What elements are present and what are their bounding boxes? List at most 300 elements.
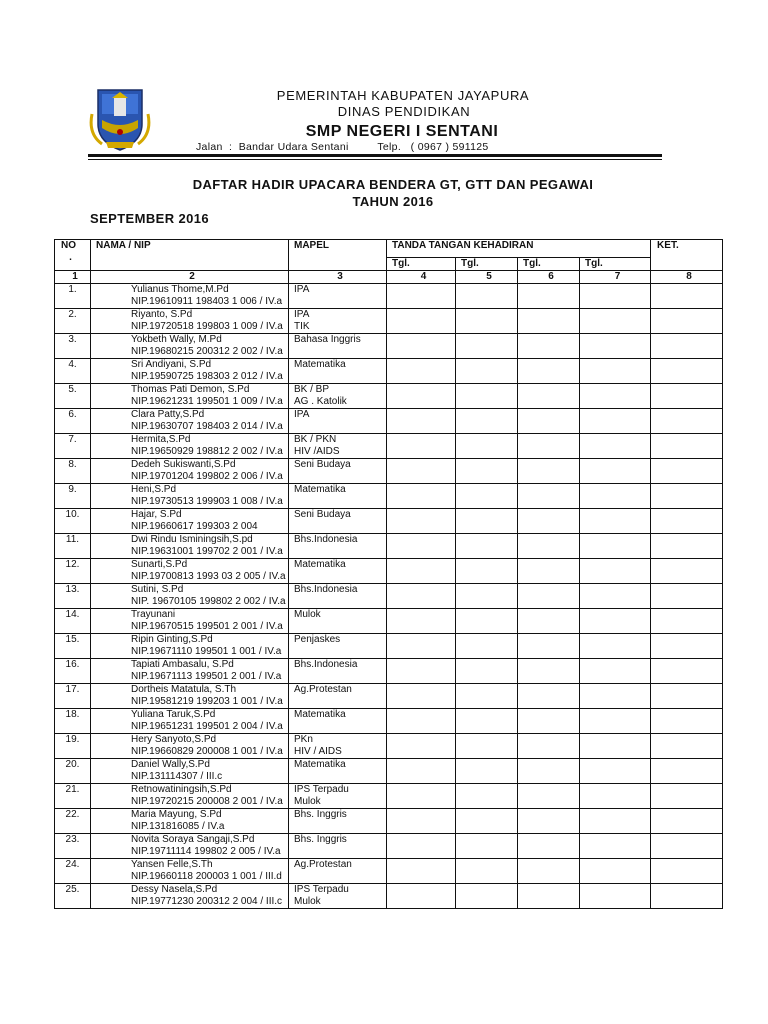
signature-cell[interactable] (518, 559, 580, 584)
signature-cell[interactable] (456, 684, 518, 709)
signature-cell[interactable] (387, 734, 456, 759)
name-nip-cell (91, 659, 289, 684)
row-number: 3. (55, 334, 91, 359)
column-number: 6 (518, 271, 580, 284)
ket-cell[interactable] (651, 534, 723, 559)
subject-primary: Bahasa Inggris (294, 334, 361, 345)
signature-cell[interactable] (456, 884, 518, 909)
signature-cell[interactable] (387, 609, 456, 634)
subject-primary: BK / PKN (294, 434, 337, 445)
signature-cell[interactable] (518, 784, 580, 809)
signature-cell[interactable] (387, 834, 456, 859)
employee-name: Sri Andiyani, S.Pd (131, 359, 212, 370)
row-number: 1. (55, 284, 91, 309)
mapel-cell (289, 659, 387, 684)
row-number: 13. (55, 584, 91, 609)
mapel-cell (289, 634, 387, 659)
ket-cell[interactable] (651, 809, 723, 834)
document-month: SEPTEMBER 2016 (90, 211, 210, 226)
ket-cell[interactable] (651, 584, 723, 609)
signature-cell[interactable] (580, 534, 651, 559)
signature-cell[interactable] (456, 384, 518, 409)
signature-cell[interactable] (518, 659, 580, 684)
name-nip-cell (91, 759, 289, 784)
signature-cell[interactable] (580, 284, 651, 309)
employee-nip: NIP.19701204 199802 2 006 / IV.a (131, 471, 283, 482)
signature-cell[interactable] (580, 759, 651, 784)
name-nip-cell (91, 884, 289, 909)
row-number: 15. (55, 634, 91, 659)
header-department: DINAS PENDIDIKAN (337, 104, 471, 119)
signature-cell[interactable] (387, 809, 456, 834)
mapel-cell (289, 459, 387, 484)
signature-cell[interactable] (456, 459, 518, 484)
mapel-cell (289, 359, 387, 384)
row-number: 17. (55, 684, 91, 709)
signature-cell[interactable] (387, 409, 456, 434)
table-row (55, 609, 723, 634)
subject-secondary (294, 546, 386, 558)
subject-secondary: Mulok (294, 896, 321, 907)
header-rule-thick (88, 154, 662, 157)
employee-nip: NIP. 19670105 199802 2 002 / IV.a (131, 596, 286, 607)
employee-name: Hery Sanyoto,S.Pd (131, 734, 217, 745)
signature-cell[interactable] (456, 559, 518, 584)
row-number: 12. (55, 559, 91, 584)
header-attendance-signature: TANDA TANGAN KEHADIRAN (387, 240, 651, 258)
signature-cell[interactable] (456, 334, 518, 359)
mapel-cell (289, 834, 387, 859)
signature-cell[interactable] (456, 359, 518, 384)
signature-cell[interactable] (580, 509, 651, 534)
column-number: 3 (289, 271, 387, 284)
subject-secondary (294, 521, 386, 533)
employee-name: Clara Patty,S.Pd (131, 409, 205, 420)
mapel-cell (289, 309, 387, 334)
ket-cell[interactable] (651, 684, 723, 709)
signature-cell[interactable] (518, 734, 580, 759)
name-nip-cell (91, 459, 289, 484)
signature-cell[interactable] (580, 809, 651, 834)
ket-cell[interactable] (651, 609, 723, 634)
header-mapel: MAPEL (289, 240, 387, 271)
name-nip-cell (91, 359, 289, 384)
signature-cell[interactable] (387, 709, 456, 734)
signature-cell[interactable] (518, 859, 580, 884)
signature-cell[interactable] (518, 384, 580, 409)
subject-secondary (294, 696, 386, 708)
row-number: 21. (55, 784, 91, 809)
signature-cell[interactable] (456, 759, 518, 784)
row-number: 19. (55, 734, 91, 759)
subject-secondary (294, 771, 386, 783)
table-row (55, 584, 723, 609)
row-number: 11. (55, 534, 91, 559)
ket-cell[interactable] (651, 284, 723, 309)
signature-cell[interactable] (387, 359, 456, 384)
subject-secondary: AG . Katolik (294, 396, 347, 407)
employee-nip: NIP.19671110 199501 1 001 / IV.a (131, 646, 282, 657)
employee-name: Thomas Pati Demon, S.Pd (131, 384, 250, 395)
table-row (55, 559, 723, 584)
subject-primary: Ag.Protestan (294, 859, 352, 870)
row-number: 14. (55, 609, 91, 634)
subject-secondary (294, 371, 386, 383)
subject-secondary (294, 846, 386, 858)
table-row (55, 334, 723, 359)
signature-cell[interactable] (456, 834, 518, 859)
attendance-table (54, 239, 723, 909)
header-tgl: Tgl. (518, 258, 580, 271)
signature-cell[interactable] (456, 634, 518, 659)
signature-cell[interactable] (387, 534, 456, 559)
signature-cell[interactable] (387, 284, 456, 309)
subject-secondary: HIV / AIDS (294, 746, 342, 757)
signature-cell[interactable] (456, 609, 518, 634)
subject-secondary (294, 296, 386, 308)
signature-cell[interactable] (580, 559, 651, 584)
table-row (55, 809, 723, 834)
signature-cell[interactable] (580, 409, 651, 434)
name-nip-cell (91, 509, 289, 534)
mapel-cell (289, 609, 387, 634)
mapel-cell (289, 584, 387, 609)
signature-cell[interactable] (580, 834, 651, 859)
table-row (55, 359, 723, 384)
name-nip-cell (91, 584, 289, 609)
signature-cell[interactable] (456, 809, 518, 834)
ket-cell[interactable] (651, 634, 723, 659)
column-number: 1 (55, 271, 91, 284)
signature-cell[interactable] (580, 784, 651, 809)
header-tgl: Tgl. (387, 258, 456, 271)
employee-nip: NIP.19610911 198403 1 006 / IV.a (131, 296, 283, 307)
row-number: 4. (55, 359, 91, 384)
signature-cell[interactable] (518, 509, 580, 534)
signature-cell[interactable] (518, 334, 580, 359)
signature-cell[interactable] (387, 484, 456, 509)
signature-cell[interactable] (387, 509, 456, 534)
header-no: NO . (55, 240, 91, 271)
name-nip-cell (91, 334, 289, 359)
signature-cell[interactable] (518, 759, 580, 784)
ket-cell[interactable] (651, 334, 723, 359)
table-row (55, 509, 723, 534)
name-nip-cell (91, 609, 289, 634)
subject-primary: Penjaskes (294, 634, 341, 645)
subject-primary: IPA (294, 284, 310, 295)
subject-secondary: Mulok (294, 796, 321, 807)
table-row (55, 409, 723, 434)
header-tgl: Tgl. (580, 258, 651, 271)
employee-name: Yansen Felle,S.Th (131, 859, 213, 870)
employee-name: Ripin Ginting,S.Pd (131, 634, 213, 645)
table-row (55, 884, 723, 909)
ket-cell[interactable] (651, 409, 723, 434)
employee-nip: NIP.19671113 199501 2 001 / IV.a (131, 671, 282, 682)
table-row (55, 284, 723, 309)
signature-cell[interactable] (456, 409, 518, 434)
mapel-cell (289, 509, 387, 534)
mapel-cell (289, 759, 387, 784)
table-row (55, 684, 723, 709)
subject-primary: Matematika (294, 559, 346, 570)
signature-cell[interactable] (387, 384, 456, 409)
signature-cell[interactable] (518, 834, 580, 859)
row-number: 20. (55, 759, 91, 784)
employee-nip: NIP.19621231 199501 1 009 / IV.a (131, 396, 283, 407)
subject-secondary (294, 571, 386, 583)
signature-cell[interactable] (456, 284, 518, 309)
subject-secondary (294, 671, 386, 683)
ket-cell[interactable] (651, 709, 723, 734)
signature-cell[interactable] (456, 784, 518, 809)
row-number: 8. (55, 459, 91, 484)
ket-cell[interactable] (651, 434, 723, 459)
signature-cell[interactable] (518, 359, 580, 384)
document-year: TAHUN 2016 (352, 194, 434, 209)
signature-cell[interactable] (456, 434, 518, 459)
ket-cell[interactable] (651, 784, 723, 809)
signature-cell[interactable] (518, 584, 580, 609)
ket-cell[interactable] (651, 484, 723, 509)
table-row (55, 384, 723, 409)
signature-cell[interactable] (456, 484, 518, 509)
signature-cell[interactable] (518, 809, 580, 834)
signature-cell[interactable] (387, 434, 456, 459)
table-row (55, 634, 723, 659)
ket-cell[interactable] (651, 734, 723, 759)
signature-cell[interactable] (456, 509, 518, 534)
ket-cell[interactable] (651, 659, 723, 684)
employee-nip: NIP.131114307 / III.c (131, 771, 223, 782)
ket-cell[interactable] (651, 509, 723, 534)
subject-primary: Bhs. Inggris (294, 834, 347, 845)
signature-cell[interactable] (518, 634, 580, 659)
signature-cell[interactable] (518, 609, 580, 634)
mapel-cell (289, 709, 387, 734)
subject-primary: Bhs.Indonesia (294, 584, 358, 595)
signature-cell[interactable] (456, 659, 518, 684)
mapel-cell (289, 784, 387, 809)
signature-cell[interactable] (518, 684, 580, 709)
signature-cell[interactable] (580, 609, 651, 634)
signature-cell[interactable] (387, 634, 456, 659)
header-address: Jalan : Bandar Udara Sentani Telp. ( 0967 ) 591125 (196, 141, 489, 153)
signature-cell[interactable] (580, 459, 651, 484)
subject-primary: Bhs. Inggris (294, 809, 347, 820)
signature-cell[interactable] (518, 459, 580, 484)
employee-name: Sunarti,S.Pd (131, 559, 188, 570)
subject-primary: Bhs.Indonesia (294, 534, 358, 545)
mapel-cell (289, 559, 387, 584)
name-nip-cell (91, 409, 289, 434)
signature-cell[interactable] (387, 459, 456, 484)
employee-nip: NIP.19660118 200003 1 001 / III.d (131, 871, 282, 882)
mapel-cell (289, 334, 387, 359)
ket-cell[interactable] (651, 884, 723, 909)
signature-cell[interactable] (387, 309, 456, 334)
subject-primary: Bhs.Indonesia (294, 659, 358, 670)
subject-primary: BK / BP (294, 384, 330, 395)
employee-nip: NIP.19771230 200312 2 004 / III.c (131, 896, 283, 907)
employee-name: Dessy Nasela,S.Pd (131, 884, 218, 895)
signature-cell[interactable] (518, 409, 580, 434)
signature-cell[interactable] (580, 684, 651, 709)
signature-cell[interactable] (580, 634, 651, 659)
document-title: DAFTAR HADIR UPACARA BENDERA GT, GTT DAN PEGAWAI (192, 177, 594, 192)
name-nip-cell (91, 384, 289, 409)
signature-cell[interactable] (580, 359, 651, 384)
subject-primary: Seni Budaya (294, 509, 351, 520)
signature-cell[interactable] (387, 784, 456, 809)
subject-secondary (294, 421, 386, 433)
employee-nip: NIP.19651231 199501 2 004 / IV.a (131, 721, 283, 732)
signature-cell[interactable] (518, 309, 580, 334)
row-number: 16. (55, 659, 91, 684)
employee-name: Tapiati Ambasalu, S.Pd (131, 659, 234, 670)
employee-nip: NIP.19650929 198812 2 002 / IV.a (131, 446, 283, 457)
mapel-cell (289, 384, 387, 409)
table-row (55, 459, 723, 484)
signature-cell[interactable] (580, 659, 651, 684)
signature-cell[interactable] (580, 709, 651, 734)
employee-name: Sutini, S.Pd (131, 584, 184, 595)
header-government: PEMERINTAH KABUPATEN JAYAPURA (276, 88, 530, 103)
name-nip-cell (91, 809, 289, 834)
employee-nip: NIP.19660617 199303 2 004 (131, 521, 258, 532)
table-row (55, 734, 723, 759)
subject-secondary (294, 621, 386, 633)
signature-cell[interactable] (387, 759, 456, 784)
name-nip-cell (91, 434, 289, 459)
row-number: 2. (55, 309, 91, 334)
row-number: 10. (55, 509, 91, 534)
signature-cell[interactable] (387, 559, 456, 584)
name-nip-cell (91, 709, 289, 734)
table-row (55, 709, 723, 734)
subject-primary: IPS Terpadu (294, 784, 349, 795)
ket-cell[interactable] (651, 834, 723, 859)
signature-cell[interactable] (518, 709, 580, 734)
signature-cell[interactable] (580, 884, 651, 909)
signature-cell[interactable] (456, 534, 518, 559)
table-column-number-row (55, 271, 723, 284)
signature-cell[interactable] (456, 734, 518, 759)
subject-primary: IPA (294, 309, 310, 320)
name-nip-cell (91, 534, 289, 559)
signature-cell[interactable] (387, 684, 456, 709)
column-number: 7 (580, 271, 651, 284)
signature-cell[interactable] (580, 434, 651, 459)
ket-cell[interactable] (651, 859, 723, 884)
signature-cell[interactable] (387, 659, 456, 684)
signature-cell[interactable] (580, 334, 651, 359)
employee-name: Dwi Rindu Isminingsih,S.pd (131, 534, 253, 545)
name-nip-cell (91, 484, 289, 509)
subject-primary: Matematika (294, 709, 346, 720)
signature-cell[interactable] (387, 334, 456, 359)
header-rule-thin (88, 159, 662, 160)
employee-name: Hermita,S.Pd (131, 434, 191, 445)
signature-cell[interactable] (456, 584, 518, 609)
signature-cell[interactable] (518, 434, 580, 459)
signature-cell[interactable] (387, 859, 456, 884)
mapel-cell (289, 484, 387, 509)
row-number: 25. (55, 884, 91, 909)
employee-name: Hajar, S.Pd (131, 509, 182, 520)
ket-cell[interactable] (651, 759, 723, 784)
table-row (55, 659, 723, 684)
subject-primary: Seni Budaya (294, 459, 351, 470)
signature-cell[interactable] (518, 284, 580, 309)
mapel-cell (289, 409, 387, 434)
subject-primary: IPA (294, 409, 310, 420)
ket-cell[interactable] (651, 459, 723, 484)
ket-cell[interactable] (651, 384, 723, 409)
signature-cell[interactable] (518, 484, 580, 509)
signature-cell[interactable] (580, 859, 651, 884)
row-number: 22. (55, 809, 91, 834)
ket-cell[interactable] (651, 359, 723, 384)
table-row (55, 759, 723, 784)
signature-cell[interactable] (518, 884, 580, 909)
table-row (55, 534, 723, 559)
employee-name: Yulianus Thome,M.Pd (131, 284, 229, 295)
mapel-cell (289, 859, 387, 884)
signature-cell[interactable] (387, 584, 456, 609)
employee-name: Retnowatiningsih,S.Pd (131, 784, 232, 795)
employee-name: Dortheis Matatula, S.Th (131, 684, 237, 695)
subject-secondary (294, 721, 386, 733)
ket-cell[interactable] (651, 559, 723, 584)
signature-cell[interactable] (456, 309, 518, 334)
subject-secondary: TIK (294, 321, 310, 332)
row-number: 7. (55, 434, 91, 459)
row-number: 6. (55, 409, 91, 434)
signature-cell[interactable] (580, 384, 651, 409)
subject-primary: IPS Terpadu (294, 884, 349, 895)
subject-secondary (294, 646, 386, 658)
header-name-nip: NAMA / NIP (91, 240, 289, 271)
name-nip-cell (91, 284, 289, 309)
signature-cell[interactable] (580, 734, 651, 759)
signature-cell[interactable] (580, 309, 651, 334)
employee-nip: NIP.19581219 199203 1 001 / IV.a (131, 696, 283, 707)
signature-cell[interactable] (456, 859, 518, 884)
employee-name: Dedeh Sukiswanti,S.Pd (131, 459, 236, 470)
mapel-cell (289, 884, 387, 909)
signature-cell[interactable] (387, 884, 456, 909)
subject-secondary: HIV /AIDS (294, 446, 340, 457)
signature-cell[interactable] (456, 709, 518, 734)
signature-cell[interactable] (580, 584, 651, 609)
employee-nip: NIP.19630707 198403 2 014 / IV.a (131, 421, 283, 432)
column-number: 2 (91, 271, 289, 284)
ket-cell[interactable] (651, 309, 723, 334)
header-school-name: SMP NEGERI I SENTANI (305, 123, 499, 140)
subject-secondary (294, 821, 386, 833)
employee-nip: NIP.19590725 198303 2 012 / IV.a (131, 371, 283, 382)
signature-cell[interactable] (580, 484, 651, 509)
employee-name: Maria Mayung, S.Pd (131, 809, 222, 820)
employee-name: Daniel Wally,S.Pd (131, 759, 210, 770)
signature-cell[interactable] (518, 534, 580, 559)
row-number: 24. (55, 859, 91, 884)
name-nip-cell (91, 634, 289, 659)
employee-name: Yokbeth Wally, M.Pd (131, 334, 222, 345)
subject-secondary (294, 496, 386, 508)
